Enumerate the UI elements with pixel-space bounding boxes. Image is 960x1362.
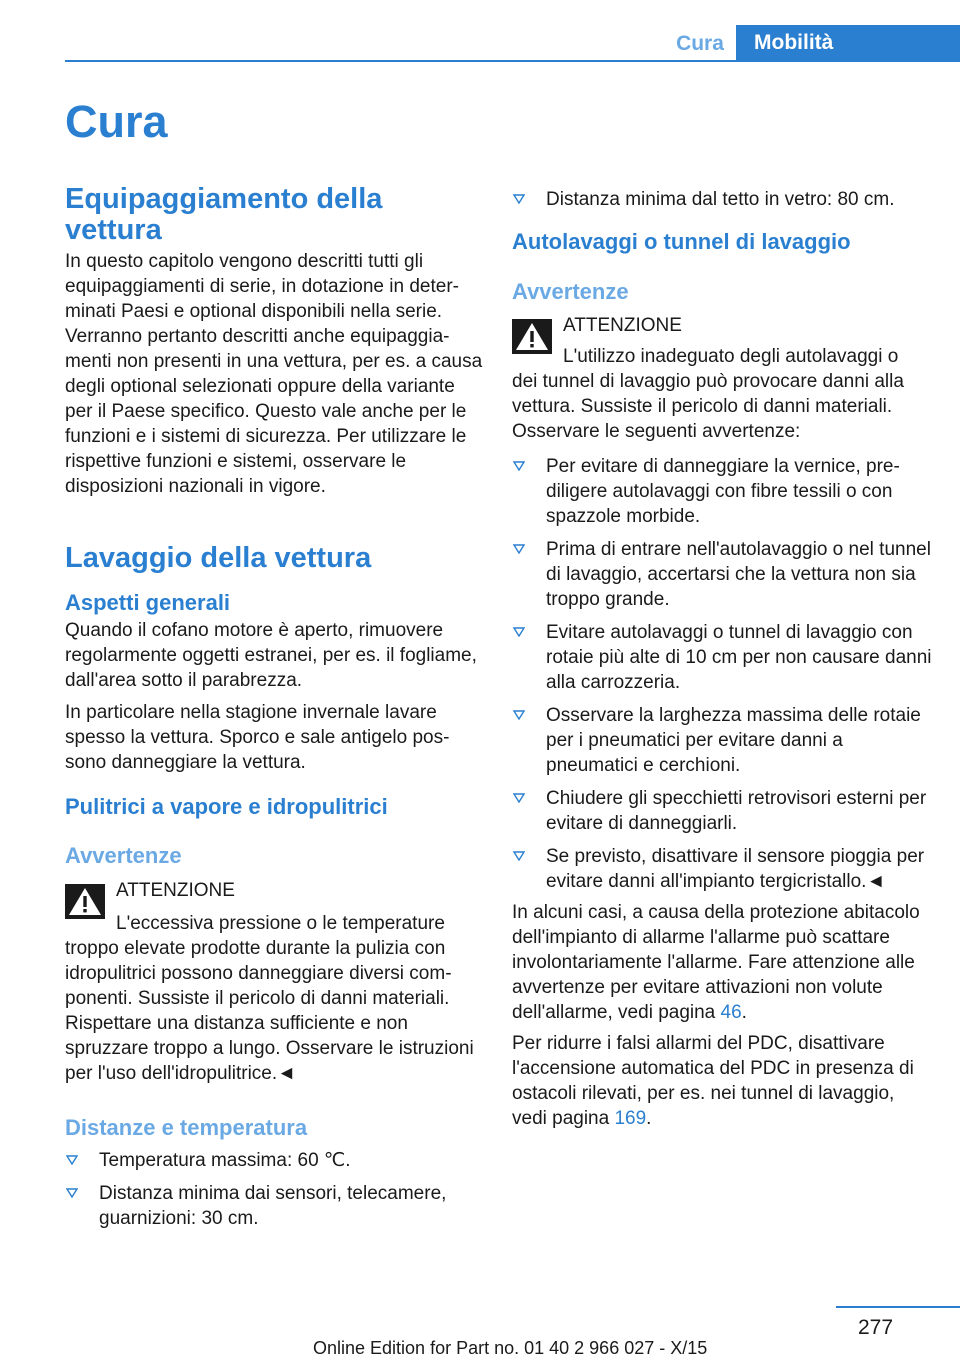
paragraph-allarme-text: In alcuni casi, a causa della protezione abitacolo dell'impianto di allarme l'allarme può scattare involontariamente l'allarme. Fare attenzione alle avvertenze per evitare attivazioni non volute dell'allarme, vedi pagina <box>512 902 920 1023</box>
header-tab-cura[interactable]: Cura <box>676 32 724 55</box>
list-item-text: Prima di entrare nell'autolavaggio o nel tunnel di lavaggio, accertarsi che la vettura non sia troppo grande. <box>546 539 931 610</box>
right-column <box>512 184 932 1131</box>
header-tab-mobilita[interactable]: Mobilità <box>736 25 960 61</box>
list-item-text: Per evitare di danneggiare la vernice, prediligere autolavaggi con fibre tessili o con spazzole morbide. <box>546 456 900 527</box>
list-item <box>512 703 932 778</box>
heading-avvertenze-right: Avvertenze <box>512 279 629 304</box>
warning-text-line-1: L'utilizzo inadeguato degli autolavaggi o <box>563 346 899 367</box>
warning-block-left <box>65 878 483 1086</box>
page-number: 277 <box>858 1316 894 1339</box>
list-item <box>512 454 932 529</box>
bullet-triangle-icon <box>66 1155 78 1165</box>
list-item-text: Distanza minima dal tetto in vetro: 80 cm. <box>546 189 895 210</box>
warning-text-line-1: L'eccessiva pressione o le temperature <box>116 913 445 934</box>
bullet-triangle-icon <box>513 544 525 554</box>
bullet-triangle-icon <box>513 793 525 803</box>
bullet-triangle-icon <box>513 710 525 720</box>
warning-triangle-icon <box>512 319 552 354</box>
list-item-text: Se previsto, disattivare il sensore pioggia per evitare danni all'impianto tergicristallo.◄ <box>546 846 925 892</box>
list-item <box>512 537 932 612</box>
warning-text: dei tunnel di lavaggio può provocare danni alla vettura. Sussiste il pericolo di danni materiali. Osservare le seguenti avvertenze: <box>512 371 904 442</box>
page-link-46[interactable]: 46 <box>720 1002 742 1023</box>
list-distanze <box>65 1148 483 1231</box>
list-item-text: Temperatura massima: 60 ℃. <box>99 1150 351 1171</box>
list-item <box>512 620 932 695</box>
bullet-triangle-icon <box>513 194 525 204</box>
heading-aspetti-generali: Aspetti generali <box>65 590 231 615</box>
page-link-169[interactable]: 169 <box>614 1108 647 1129</box>
list-item-text: Evitare autolavaggi o tunnel di lavaggio con rotaie più alte di 10 cm per non causare danni alla carrozzeria. <box>546 622 932 693</box>
warning-text: troppo elevate prodotte durante la pulizia con idropulitrici possono danneggiare diversi componenti. Sussiste il pericolo di danni materiali. Rispettare una distanza sufficiente e non spruzzare troppo a lungo. Osservare le istruzioni per l'uso dell'idropulitrice.◄ <box>65 938 474 1084</box>
warning-triangle-icon <box>65 884 105 919</box>
list-item <box>512 786 932 836</box>
paragraph-pdc <box>512 1031 932 1131</box>
paragraph-pdc-text: Per ridurre i falsi allarmi del PDC, disattivare l'accensione automatica del PDC in presenza di ostacoli rilevati, per es. nei tunnel di lavaggio, vedi pagina <box>512 1033 914 1129</box>
paragraph-aspetti-1: Quando il cofano motore è aperto, rimuovere regolarmente oggetti estranei, per es. il fogliame, dall'area sotto il parabrezza. <box>65 620 477 691</box>
list-item <box>512 187 932 212</box>
list-item <box>512 844 932 894</box>
list-item <box>65 1181 483 1231</box>
warning-label: ATTENZIONE <box>116 880 235 901</box>
warning-label: ATTENZIONE <box>563 315 682 336</box>
bullet-triangle-icon <box>513 627 525 637</box>
heading-distanze: Distanze e temperatura <box>65 1115 308 1140</box>
page-title: Cura <box>65 96 168 147</box>
paragraph-equipaggiamento: In questo capitolo vengono descritti tutti gli equipaggiamenti di serie, in dotazione in determinati Paesi e optional disponibili nella serie. Verranno pertanto descritti anche equipaggiamenti non presenti in una vettura, per es. a causa degli optional selezionati oppure della variante per il Paese specifico. Questo vale anche per le funzioni e i sistemi di sicurezza. Per utilizzare le rispettive funzioni e sistemi, osservare le disposizioni nazionali in vigore. <box>65 251 483 497</box>
warning-block-right <box>512 313 932 444</box>
heading-autolavaggi: Autolavaggi o tunnel di lavaggio <box>512 229 851 254</box>
footer-rule <box>836 1306 960 1308</box>
list-item-text: Osservare la larghezza massima delle rotaie per i pneumatici per evitare danni a pneumatici e cerchioni. <box>546 705 921 776</box>
bullet-triangle-icon <box>513 851 525 861</box>
heading-equipaggiamento: Equipaggiamento della vettura <box>65 183 383 246</box>
paragraph-allarme <box>512 900 932 1025</box>
heading-pulitrici: Pulitrici a vapore e idropulitrici <box>65 794 388 819</box>
bullet-triangle-icon <box>66 1188 78 1198</box>
footer-edition: Online Edition for Part no. 01 40 2 966 027 - X/15 <box>313 1338 708 1358</box>
paragraph-allarme-end: . <box>741 1002 747 1023</box>
heading-avvertenze-left: Avvertenze <box>65 843 182 868</box>
list-item <box>65 1148 483 1173</box>
list-item-text: Chiudere gli specchietti retrovisori esterni per evitare di danneggiarli. <box>546 788 927 834</box>
list-item-text: Distanza minima dai sensori, telecamere, guarnizioni: 30 cm. <box>99 1183 447 1229</box>
list-avvertenze <box>512 454 932 894</box>
bullet-triangle-icon <box>513 461 525 471</box>
heading-lavaggio: Lavaggio della vettura <box>65 542 372 574</box>
left-column <box>65 184 483 1239</box>
paragraph-aspetti-2: In particolare nella stagione invernale lavare spesso la vettura. Sporco e sale antigelo possono danneggiare la vettura. <box>65 702 450 773</box>
paragraph-pdc-end: . <box>646 1108 652 1129</box>
list-distanze-cont <box>512 187 932 212</box>
